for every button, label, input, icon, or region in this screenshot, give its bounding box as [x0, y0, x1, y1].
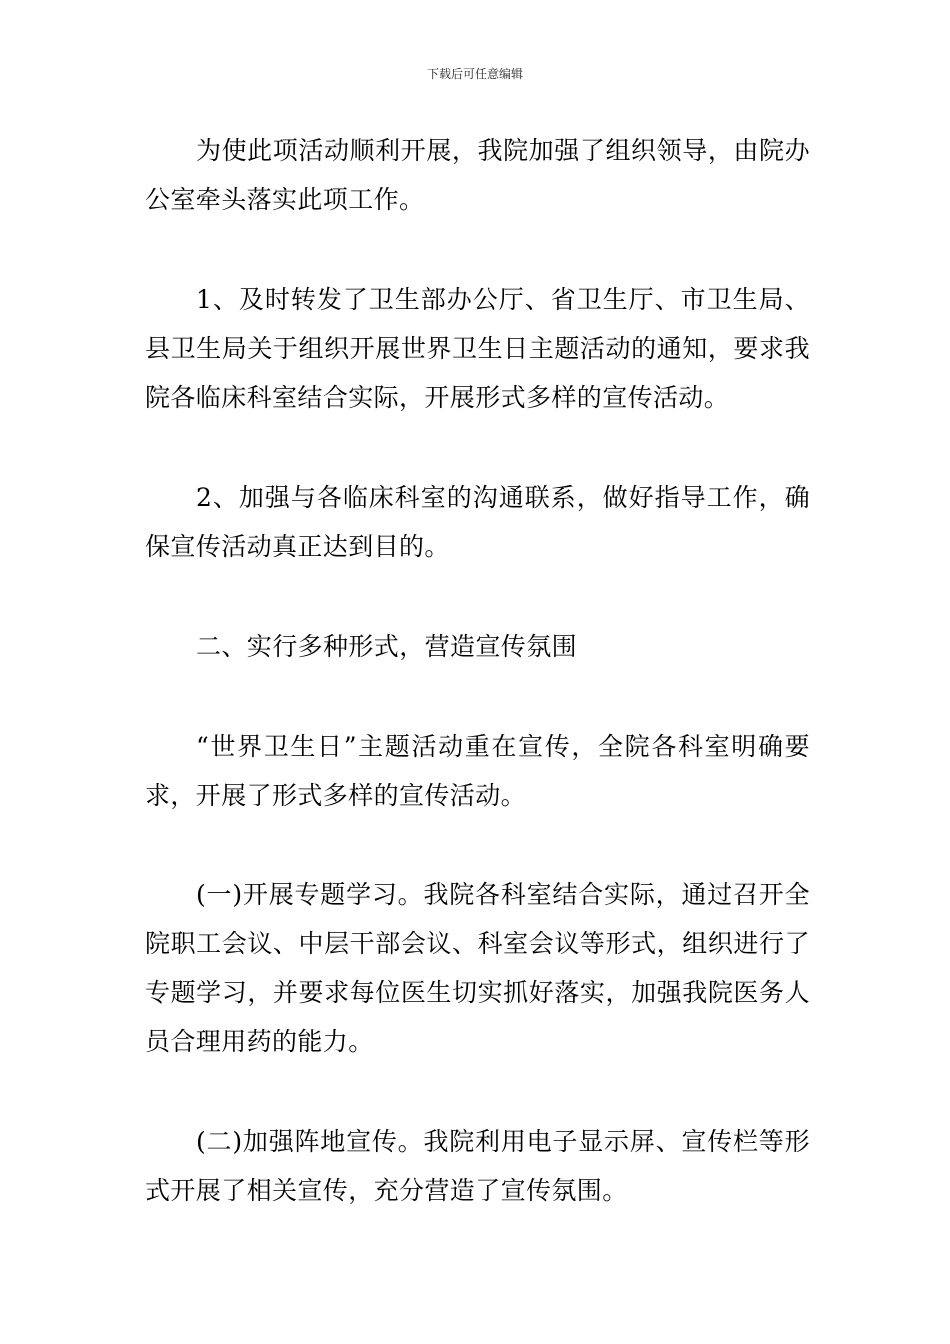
paragraph-item-1: 1、及时转发了卫生部办公厅、省卫生厅、市卫生局、县卫生局关于组织开展世界卫生日主题活动的通知，要求我院各临床科室结合实际，开展形式多样的宣传活动。 — [145, 285, 810, 412]
paragraph-subsection-1: (一)开展专题学习。我院各科室结合实际，通过召开全院职工会议、中层干部会议、科室会议等形式，组织进行了专题学习，并要求每位医生切实抓好落实，加强我院医务人员合理用药的能力。 — [145, 880, 810, 1056]
paragraph-theme-intro: “世界卫生日”主题活动重在宣传，全院各科室明确要求，开展了形式多样的宣传活动。 — [145, 732, 810, 810]
section-heading-2: 二、实行多种形式，营造宣传氛围 — [196, 632, 578, 661]
paragraph-item-2: 2、加强与各临床科室的沟通联系，做好指导工作，确保宣传活动真正达到目的。 — [145, 483, 810, 561]
paragraph-subsection-2: (二)加强阵地宣传。我院利用电子显示屏、宣传栏等形式开展了相关宣传，充分营造了宣传氛围。 — [145, 1127, 810, 1205]
page-header-note: 下载后可任意编辑 — [426, 67, 523, 81]
paragraph-organization: 为使此项活动顺利开展，我院加强了组织领导，由院办公室牵头落实此项工作。 — [145, 136, 810, 214]
